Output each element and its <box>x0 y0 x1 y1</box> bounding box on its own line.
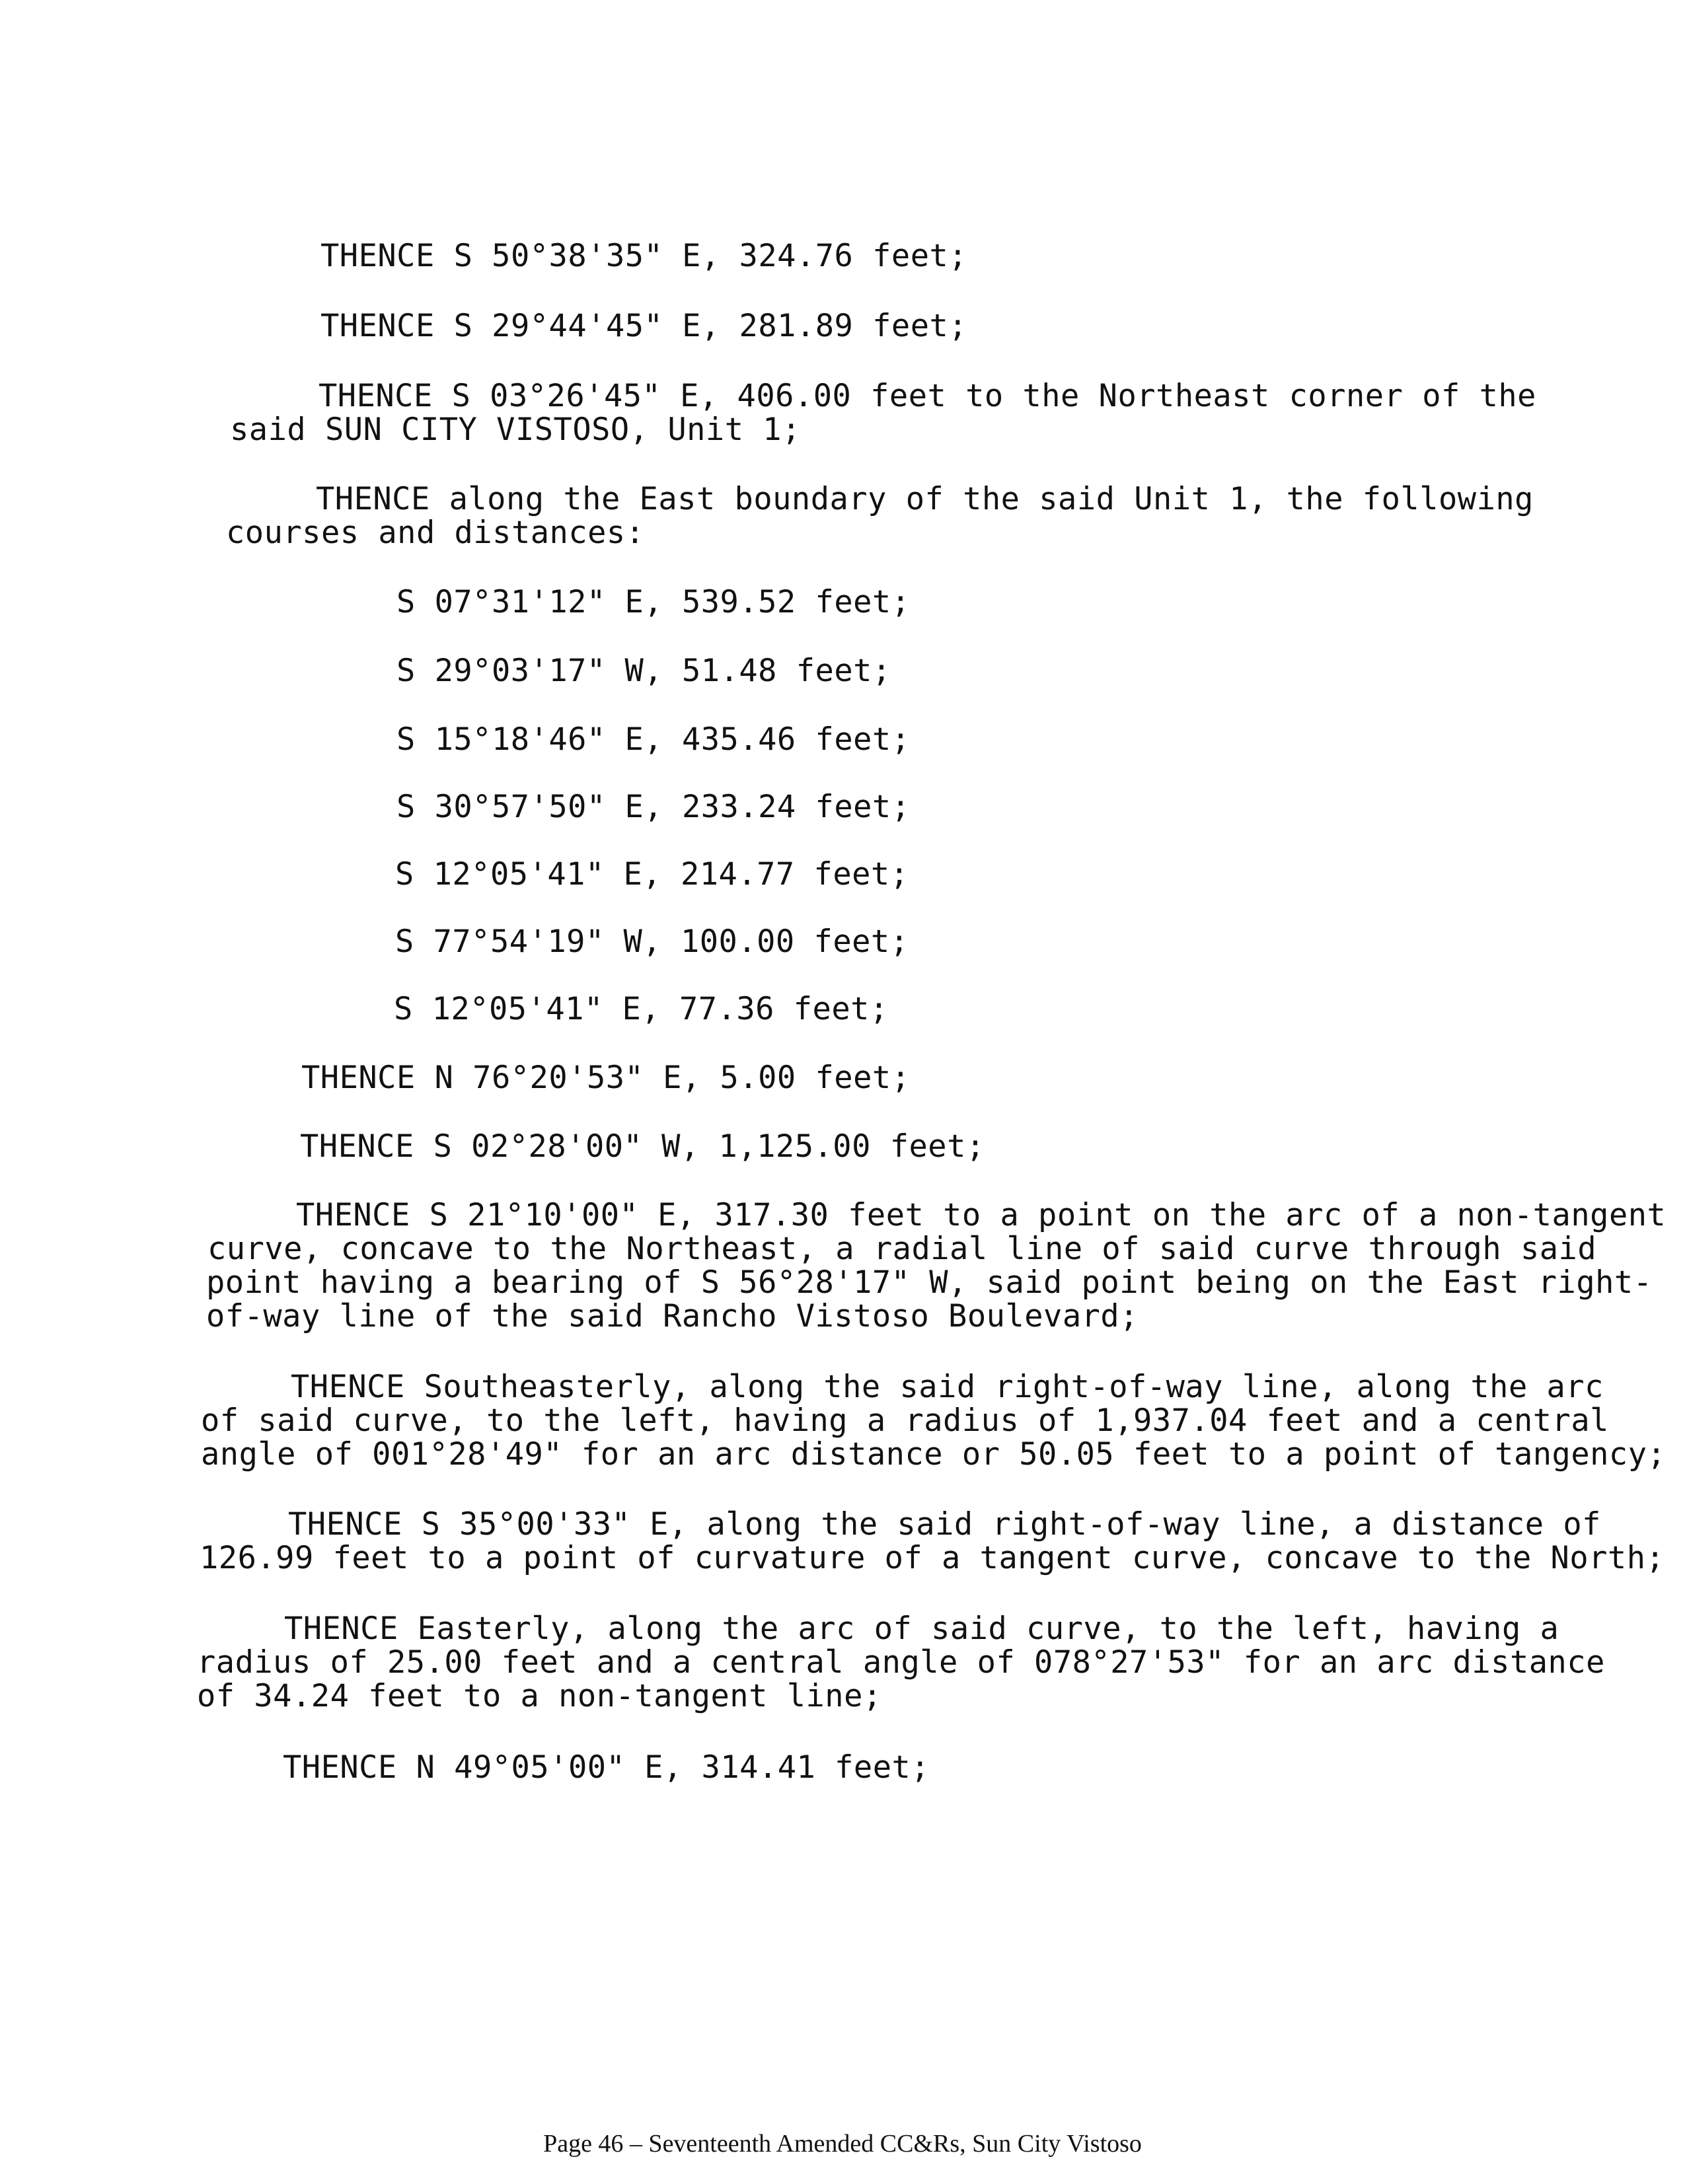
text-line: said SUN CITY VISTOSO, Unit 1; <box>230 412 801 448</box>
text-line: curve, concave to the Northeast, a radial line of said curve through said <box>207 1231 1597 1267</box>
text-line: point having a bearing of S 56°28'17" W, said point being on the East right- <box>206 1264 1653 1301</box>
text-line: THENCE S 02°28'00" W, 1,125.00 feet; <box>300 1128 985 1165</box>
text-line: THENCE Easterly, along the arc of said curve, to the left, having a <box>284 1611 1559 1647</box>
text-line: THENCE S 29°44'45" E, 281.89 feet; <box>320 308 968 344</box>
text-line: of said curve, to the left, having a radius of 1,937.04 feet and a central <box>201 1402 1609 1439</box>
text-line: 126.99 feet to a point of curvature of a tangent curve, concave to the North; <box>200 1540 1665 1576</box>
course-line: S 15°18'46" E, 435.46 feet; <box>396 721 911 758</box>
text-line: THENCE N 49°05'00" E, 314.41 feet; <box>283 1749 930 1786</box>
text-line: THENCE N 76°20'53" E, 5.00 feet; <box>301 1060 911 1096</box>
text-line: THENCE S 35°00'33" E, along the said right-of-way line, a distance of <box>288 1506 1601 1543</box>
course-line: S 29°03'17" W, 51.48 feet; <box>396 653 891 689</box>
course-line: S 12°05'41" E, 214.77 feet; <box>395 856 909 892</box>
text-line: angle of 001°28'49" for an arc distance or 50.05 feet to a point of tangency; <box>201 1436 1666 1473</box>
text-line: of 34.24 feet to a non-tangent line; <box>197 1678 882 1714</box>
text-line: radius of 25.00 feet and a central angle of 078°27'53" for an arc distance <box>197 1644 1605 1681</box>
course-line: S 12°05'41" E, 77.36 feet; <box>394 991 889 1027</box>
text-line: of-way line of the said Rancho Vistoso Boulevard; <box>206 1298 1139 1334</box>
text-line: courses and distances: <box>226 515 645 551</box>
page-footer: Page 46 – Seventeenth Amended CC&Rs, Sun City Vistoso <box>543 2130 1142 2158</box>
text-line: THENCE S 21°10'00" E, 317.30 feet to a point on the arc of a non-tangent <box>296 1197 1666 1233</box>
text-line: THENCE S 03°26'45" E, 406.00 feet to the Northeast corner of the <box>318 378 1536 414</box>
course-line: S 07°31'12" E, 539.52 feet; <box>396 584 911 620</box>
text-line: THENCE S 50°38'35" E, 324.76 feet; <box>320 238 968 274</box>
text-line: THENCE Southeasterly, along the said right-of-way line, along the arc <box>291 1369 1604 1405</box>
course-line: S 30°57'50" E, 233.24 feet; <box>396 789 911 825</box>
text-line: THENCE along the East boundary of the said Unit 1, the following <box>316 481 1534 517</box>
course-line: S 77°54'19" W, 100.00 feet; <box>395 924 909 960</box>
